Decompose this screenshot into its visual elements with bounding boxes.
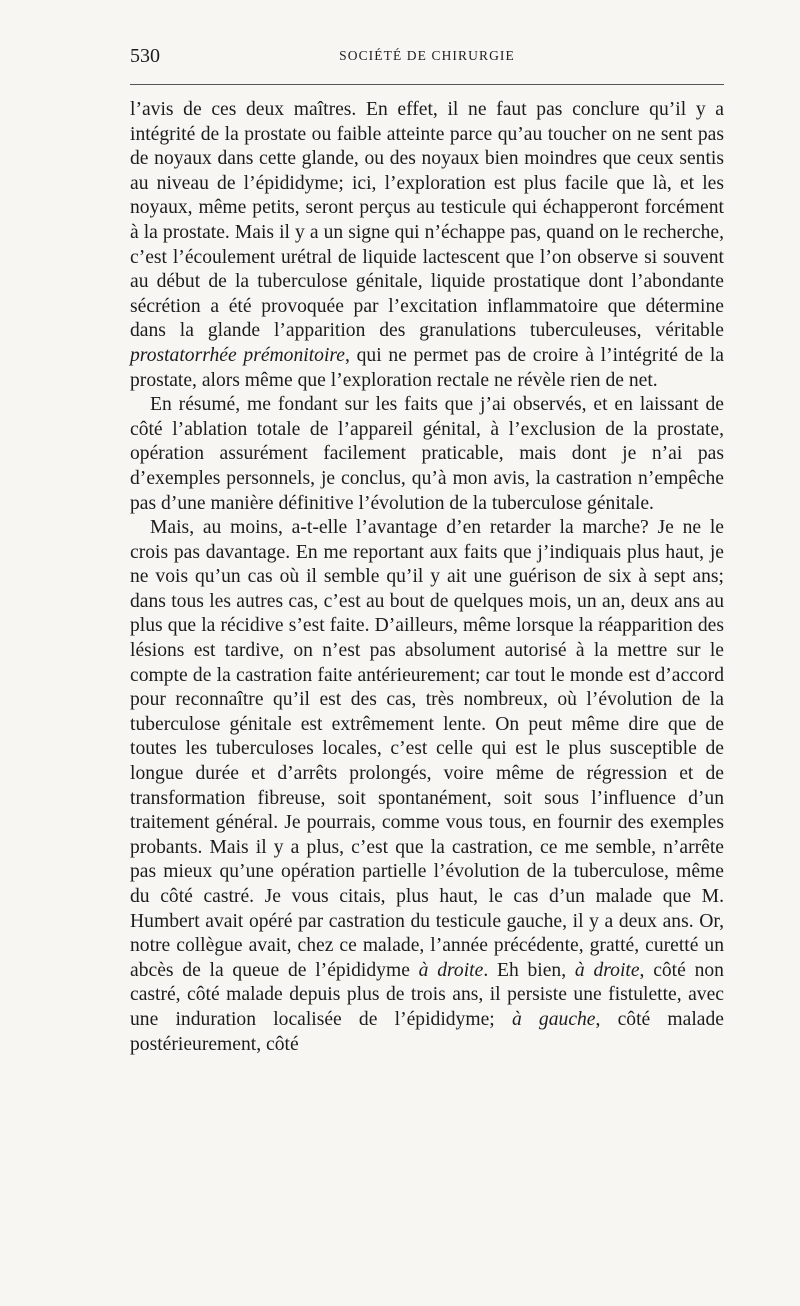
italic-text: à droite bbox=[574, 959, 640, 981]
paragraph bbox=[130, 516, 724, 1057]
italic-text: à droite bbox=[418, 959, 484, 981]
text-run: l’avis de ces deux maîtres. En effet, il ne faut pas conclure qu’il y a intégrité de la prostate ou faible atteinte parce qu’au toucher on ne sent pas de noyaux dans cette glande, ou des noyaux bien moindres que ceux sentis au niveau de l’épididyme; ici, l’exploration est plus facile que là, et les noyaux, même petits, seront perçus au testicule qui échapperont forcément à la prostate. Mais il y a un signe qui n’échappe pas, quand on le recherche, c’est l’écoulement urétral de liquide lactescent que l’on observe si souvent au début de la tuberculose génitale, liquide prostatique dont l’abondante sécrétion a été provoquée par l’excitation inflammatoire que détermine dans la glande l’apparition des granulations tuberculeuses, véritable bbox=[130, 99, 724, 342]
body-text bbox=[130, 98, 724, 1057]
running-title: SOCIÉTÉ DE CHIRURGIE bbox=[339, 48, 515, 63]
header-rule bbox=[130, 84, 724, 85]
italic-text: prostatorrhée prémonitoire bbox=[130, 344, 345, 366]
text-run: En résumé, me fondant sur les faits que j’ai observés, et en laissant de côté l’ablation totale de l’appareil génital, à l’exclusion de la prostate, opération assurément facilement praticable, mais dont je n’ai pas d’exemples personnels, je conclus, qu’à mon avis, la castration n’empêche pas d’une manière définitive l’évolution de la tuberculose génitale. bbox=[130, 394, 724, 514]
page-header bbox=[130, 42, 724, 76]
text-run: . Eh bien, bbox=[483, 959, 575, 981]
text-run: , qui ne permet pas de croire à l’intégrité de la prostate, alors même que l’exploration rectale ne révèle rien de net. bbox=[130, 344, 724, 391]
text-run: , côté non castré, côté malade depuis plus de trois ans, il persiste une fistulette, avec une induration localisée de l’épididyme; bbox=[130, 959, 724, 1030]
text-run: , côté malade postérieurement, côté bbox=[130, 1008, 724, 1055]
text-run: Mais, au moins, a-t-elle l’avantage d’en retarder la marche? Je ne le crois pas davantage. En me reportant aux faits que j’indiquais plus haut, je ne vois qu’un cas où il semble qu’il y ait une guérison de six à sept ans; dans tous les autres cas, c’est au bout de quelques mois, un an, deux ans au plus que la récidive s’est faite. D’ailleurs, même lorsque la réapparition des lésions est tardive, on n’est pas absolument autorisé à la mettre sur le compte de la castration faite antérieurement; car tout le monde est d’accord pour reconnaître qu’il est des cas, très nombreux, où l’évolution de la tuberculose génitale est extrêmement lente. On peut même dire que de toutes les tuberculoses locales, c’est celle qui est le plus susceptible de longue durée et d’arrêts prolongés, voire même de régression et de transformation fibreuse, soit spontanément, soit sous l’influence d’un traitement général. Je pourrais, comme vous tous, en fournir des exemples probants. Mais il y a plus, c’est que la castration, ce me semble, n’arrête pas mieux qu’une opération partielle l’évolution de la tuberculose, même du côté castré. Je vous citais, plus haut, le cas d’un malade que M. Humbert avait opéré par castration du testicule gauche, il y a deux ans. Or, notre collègue avait, chez ce malade, l’année précédente, gratté, curetté un abcès de la queue de l’épididyme bbox=[130, 517, 724, 981]
paragraph bbox=[130, 98, 724, 393]
page-number: 530 bbox=[130, 45, 160, 67]
paragraph bbox=[130, 393, 724, 516]
italic-text: à gauche bbox=[511, 1008, 596, 1030]
